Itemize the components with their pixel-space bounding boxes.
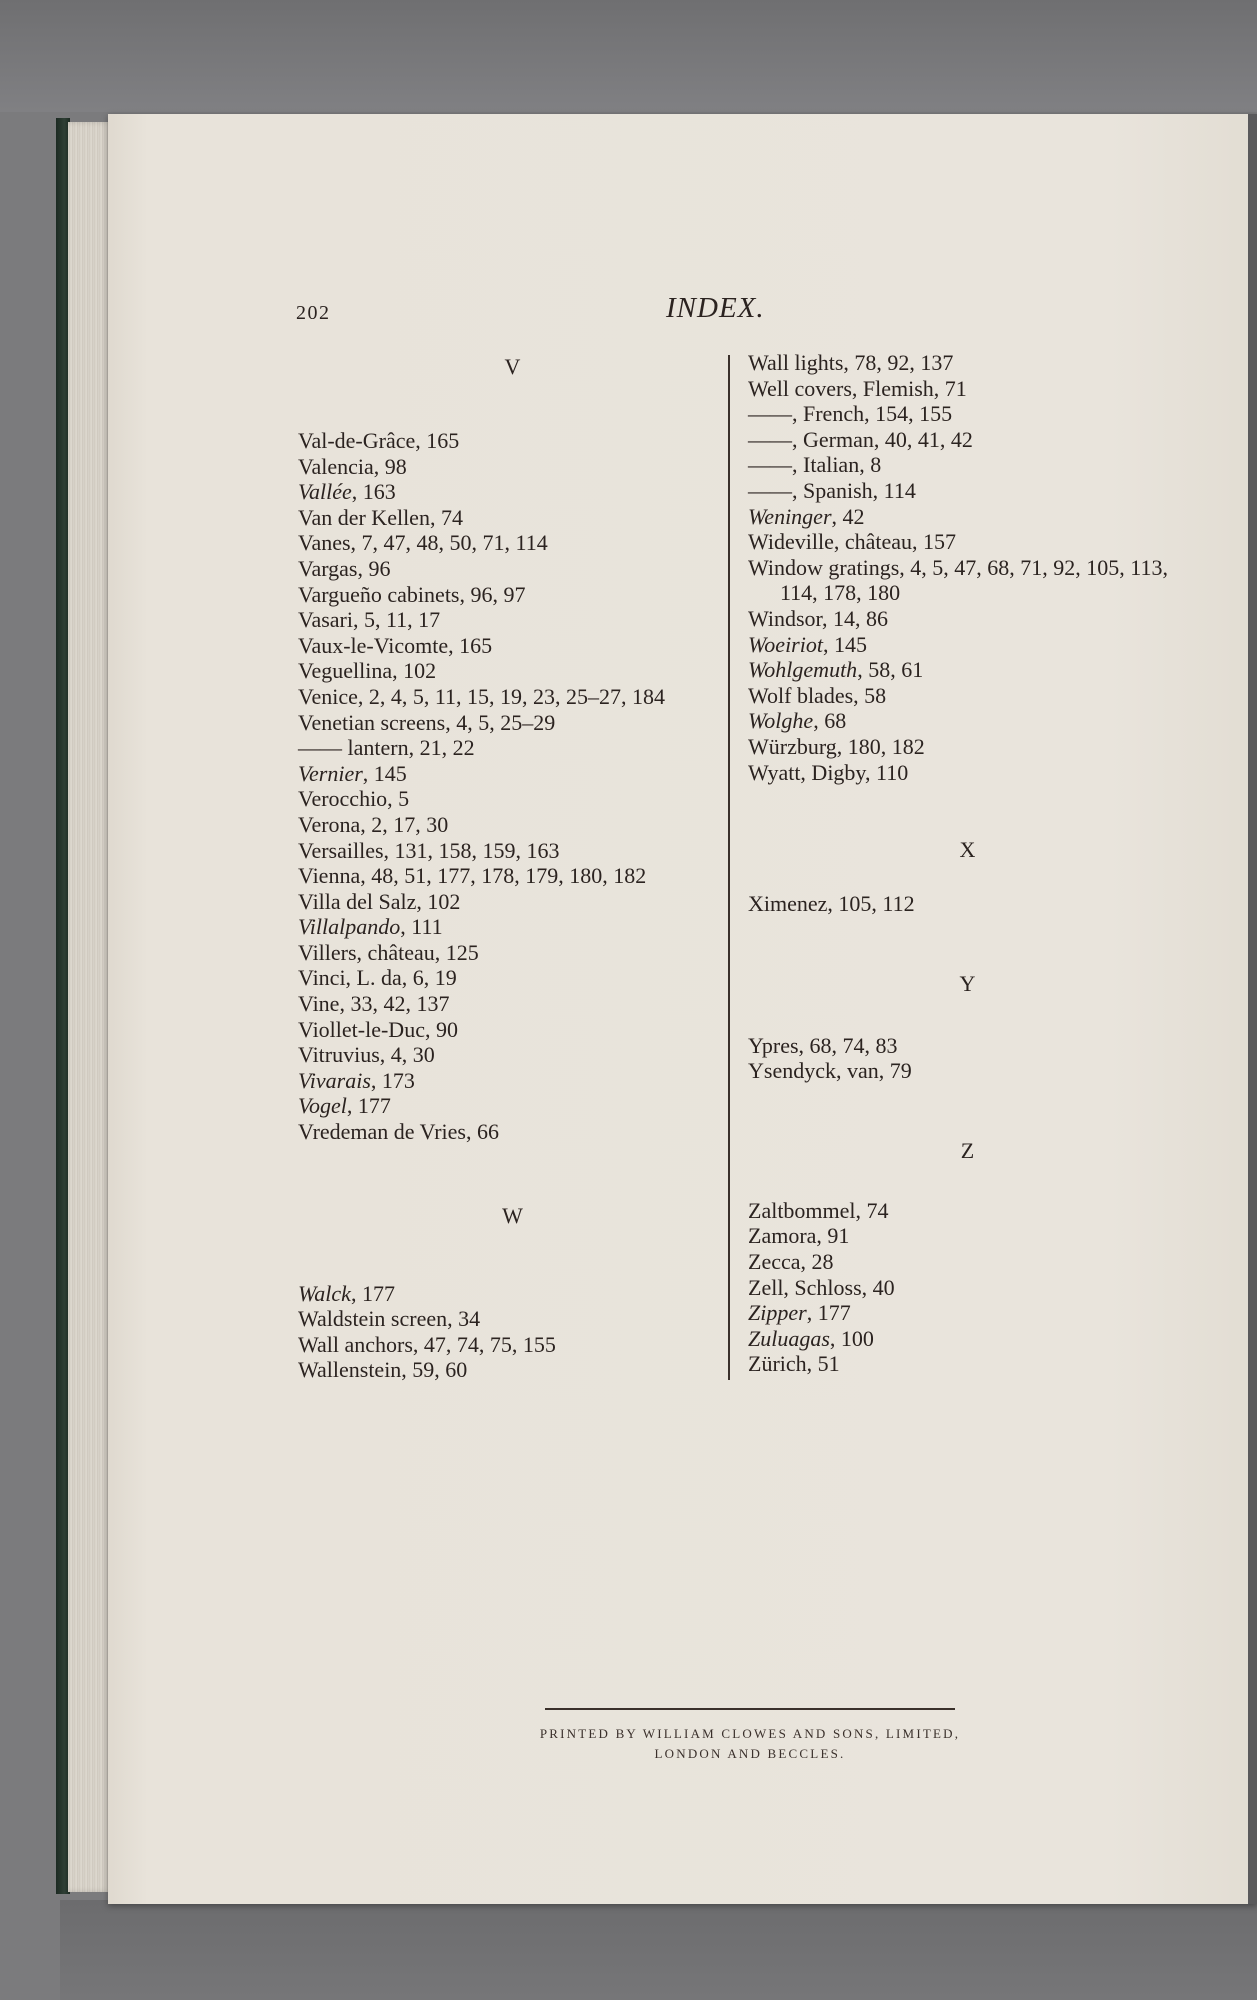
- index-entry: Würzburg, 180, 182: [748, 733, 925, 759]
- index-entry: [748, 1300, 1188, 1326]
- index-entry: Villa del Salz, 102: [298, 888, 461, 914]
- index-entry-refs: , 111: [400, 914, 443, 940]
- imprint-line-2: LONDON AND BECCLES.: [654, 1745, 846, 1761]
- index-entry: [748, 1326, 1188, 1352]
- index-entry-refs: , 100: [829, 1325, 874, 1351]
- index-entry: Zamora, 91: [748, 1223, 850, 1249]
- entries-x: [748, 891, 1188, 917]
- index-entry: Wall anchors, 47, 74, 75, 155: [298, 1331, 556, 1357]
- index-entry-refs: , 173: [370, 1067, 415, 1093]
- index-entry-refs: , 177: [806, 1300, 851, 1326]
- index-entry: Well covers, Flemish, 71: [748, 375, 967, 401]
- index-entry: Villers, château, 125: [298, 939, 479, 965]
- index-entry: Val-de-Grâce, 165: [298, 428, 460, 453]
- index-entry-name: Vernier: [298, 760, 363, 786]
- column-divider: [728, 355, 730, 1380]
- index-entry-name: Woeiriot: [748, 631, 823, 657]
- page-gutter-right: [1248, 114, 1257, 1904]
- index-entry: Window gratings, 4, 5, 47, 68, 71, 92, 105, 113, 114, 178, 180: [748, 554, 1168, 606]
- index-entry: ——, French, 154, 155: [748, 401, 953, 427]
- section-letter-z: Z: [960, 1137, 976, 1163]
- index-entry: Zürich, 51: [748, 1351, 840, 1377]
- index-entry: [748, 632, 1188, 658]
- index-entry: [298, 914, 728, 940]
- index-entry-name: Wohlgemuth: [748, 657, 858, 683]
- index-entry: Zecca, 28: [748, 1249, 834, 1275]
- index-entry-refs: , 145: [822, 631, 867, 657]
- index-entry: Veguellina, 102: [298, 658, 437, 684]
- page-edges: [68, 122, 112, 1892]
- index-entry: Vargas, 96: [298, 555, 391, 581]
- index-entry: Vredeman de Vries, 66: [298, 1119, 499, 1145]
- index-entry: Wallenstein, 59, 60: [298, 1357, 468, 1383]
- index-entry: Vinci, L. da, 6, 19: [298, 965, 457, 991]
- index-entry: Valencia, 98: [298, 453, 407, 479]
- index-entry-refs: , 177: [346, 1093, 391, 1119]
- index-entry: Vasari, 5, 11, 17: [298, 607, 441, 633]
- background-top: [0, 0, 1257, 112]
- index-entry: [298, 479, 728, 505]
- index-entry-name: Wolghe: [748, 708, 814, 734]
- entries-z: [748, 1198, 1188, 1377]
- index-entry: Van der Kellen, 74: [298, 504, 463, 530]
- index-entry: [748, 657, 1188, 683]
- entries-w-right: [748, 350, 1188, 785]
- index-entry: Vine, 33, 42, 137: [298, 991, 450, 1017]
- page-title: INDEX.: [666, 292, 765, 324]
- index-entry: [298, 1281, 728, 1307]
- entries-w-left: [298, 1281, 728, 1383]
- index-entry: Ysendyck, van, 79: [748, 1058, 912, 1084]
- index-entry: Verocchio, 5: [298, 786, 410, 812]
- index-entry: Wall lights, 78, 92, 137: [748, 350, 954, 375]
- index-entry: Vienna, 48, 51, 177, 178, 179, 180, 182: [298, 863, 647, 889]
- index-entry-name: Weninger: [748, 503, 832, 529]
- index-entry: Venetian screens, 4, 5, 25–29: [298, 709, 556, 735]
- running-head: [296, 292, 1016, 336]
- index-entry-refs: , 163: [351, 479, 396, 505]
- index-entry: [298, 1068, 728, 1094]
- index-entry-name: Zipper: [748, 1300, 807, 1326]
- index-entry-name: Villalpando: [298, 914, 401, 940]
- imprint-line-1: PRINTED BY WILLIAM CLOWES AND SONS, LIMITED,: [539, 1725, 961, 1741]
- index-column-right: [748, 350, 1188, 1377]
- section-letter-x: X: [959, 837, 977, 863]
- section-letter-w: W: [502, 1202, 524, 1228]
- entries-v: [298, 428, 728, 1145]
- index-entry: Vaux-le-Vicomte, 165: [298, 632, 493, 658]
- index-entry: Verona, 2, 17, 30: [298, 811, 449, 837]
- index-entry: Wyatt, Digby, 110: [748, 759, 909, 785]
- index-entry: Waldstein screen, 34: [298, 1306, 481, 1332]
- index-entry: [298, 1093, 728, 1119]
- index-entry-refs: , 177: [350, 1280, 395, 1306]
- index-entry: —— lantern, 21, 22: [298, 735, 475, 761]
- index-entry: Zell, Schloss, 40: [748, 1274, 895, 1300]
- index-entry: Vanes, 7, 47, 48, 50, 71, 114: [298, 530, 548, 556]
- index-entry: Ximenez, 105, 112: [748, 891, 915, 917]
- entries-y: [748, 1033, 1188, 1084]
- index-entry: [748, 708, 1188, 734]
- index-entry-name: Walck: [298, 1280, 351, 1306]
- index-entry: [748, 504, 1188, 530]
- index-entry: Windsor, 14, 86: [748, 605, 889, 631]
- index-entry-name: Vallée: [298, 479, 352, 505]
- index-column-left: [298, 354, 728, 1383]
- index-entry-name: Vogel: [298, 1093, 347, 1119]
- index-entry-refs: , 58, 61: [857, 657, 924, 683]
- index-entry: ——, Spanish, 114: [748, 477, 916, 503]
- section-letter-y: Y: [959, 970, 977, 996]
- index-entry: [298, 761, 728, 787]
- index-entry: Versailles, 131, 158, 159, 163: [298, 837, 560, 863]
- index-entry: Wideville, château, 157: [748, 529, 957, 555]
- index-entry: Zaltbommel, 74: [748, 1197, 889, 1223]
- printer-imprint: [480, 1708, 1020, 1764]
- index-entry-refs: , 145: [362, 760, 407, 786]
- index-entry-refs: , 68: [813, 708, 847, 734]
- index-entry: ——, German, 40, 41, 42: [748, 426, 973, 452]
- index-entry: Vargueño cabinets, 96, 97: [298, 581, 526, 607]
- page-number: 202: [296, 302, 331, 324]
- imprint-rule: [545, 1708, 955, 1710]
- section-letter-v: V: [504, 354, 522, 379]
- index-entry-name: Vivarais: [298, 1067, 371, 1093]
- background-bottom: [60, 1900, 1257, 2000]
- index-entry: Venice, 2, 4, 5, 11, 15, 19, 23, 25–27, 184: [298, 683, 666, 709]
- index-entry-name: Zuluagas: [748, 1325, 830, 1351]
- index-entry: Ypres, 68, 74, 83: [748, 1032, 898, 1058]
- index-entry: Wolf blades, 58: [748, 682, 887, 708]
- index-entry-refs: , 42: [831, 503, 865, 529]
- index-entry: ——, Italian, 8: [748, 452, 882, 478]
- index-entry: Vitruvius, 4, 30: [298, 1042, 435, 1068]
- index-entry: Viollet-le-Duc, 90: [298, 1016, 458, 1042]
